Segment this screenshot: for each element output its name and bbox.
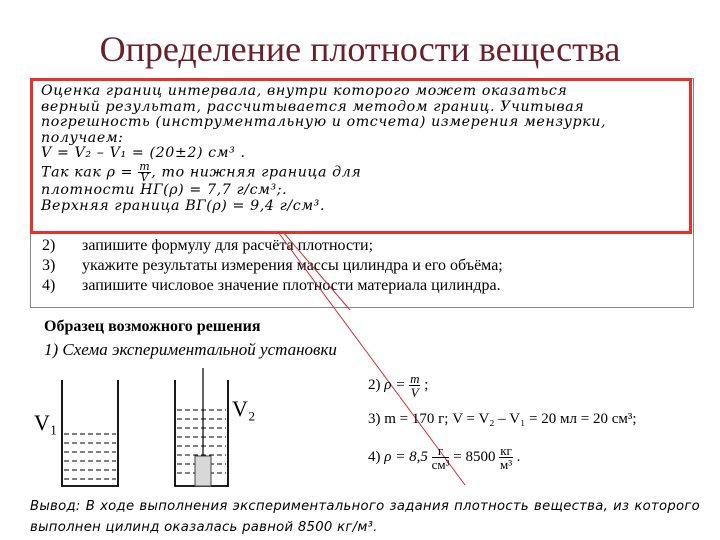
- v1-label: V₁: [34, 410, 58, 435]
- fraction: $\frac{m}{V}$: [139, 159, 151, 184]
- formula-result: 4) ρ = 8,5 $\frac{г}{\text{см³}}$ = 8500 $\frac{кг}{\text{м³}}$ .: [368, 443, 521, 472]
- list-item: 3) укажите результаты измерения массы цилиндра и его объёма;: [42, 257, 503, 274]
- formula-measurements: 3) m = 170 г; V = V₂ – V₁ = 20 мл = 20 см³;: [368, 411, 637, 427]
- sample-heading: Образец возможного решения: [44, 318, 261, 335]
- explanation-line: Верхняя граница ВГ(ρ) = 9,4 г/см³.: [41, 197, 326, 214]
- cylinder: [195, 456, 211, 486]
- explanation-line: Оценка границ интервала, внутри которого может оказаться: [41, 83, 568, 99]
- beaker-v2: [175, 368, 228, 486]
- page-title: Определение плотности вещества: [99, 29, 621, 69]
- fraction: $\frac{г}{\text{см³}}$: [431, 443, 450, 472]
- explanation-line: плотности НГ(ρ) = 7,7 г/см³;.: [41, 181, 288, 198]
- explanation-line: получаем:: [41, 129, 124, 146]
- conclusion-text: Вывод: В ходе выполнения экспериментального задания плотность вещества, из которого выполнен цилинд оказалась равной 8500 кг/м³.: [30, 499, 700, 535]
- fraction: $\frac{m}{V}$: [410, 371, 420, 400]
- fraction: $\frac{кг}{\text{м³}}$: [499, 443, 513, 472]
- scheme-heading: 1) Схема экспериментальной установки: [44, 340, 337, 359]
- formula-density: 2) ρ = $\frac{m}{V}$ ;: [368, 371, 429, 400]
- beaker-v1: [62, 380, 118, 486]
- list-item: 2) запишите формулу для расчёта плотности;: [42, 237, 374, 254]
- explanation-line: V = V₂ – V₁ = (20±2) см³ .: [41, 145, 246, 162]
- v2-label: V₂: [232, 396, 256, 421]
- explanation-line: Так как ρ = $\frac{m}{V}$ , то нижняя граница для: [41, 159, 362, 184]
- pointer-line: [283, 232, 350, 310]
- explanation-line: погрешность (инструментальную и отсчета) измерения мензурки,: [41, 114, 607, 131]
- list-item: 4) запишите числовое значение плотности материала цилиндра.: [42, 277, 501, 294]
- explanation-line: верный результат, рассчитывается методом границ. Учитывая: [41, 98, 585, 115]
